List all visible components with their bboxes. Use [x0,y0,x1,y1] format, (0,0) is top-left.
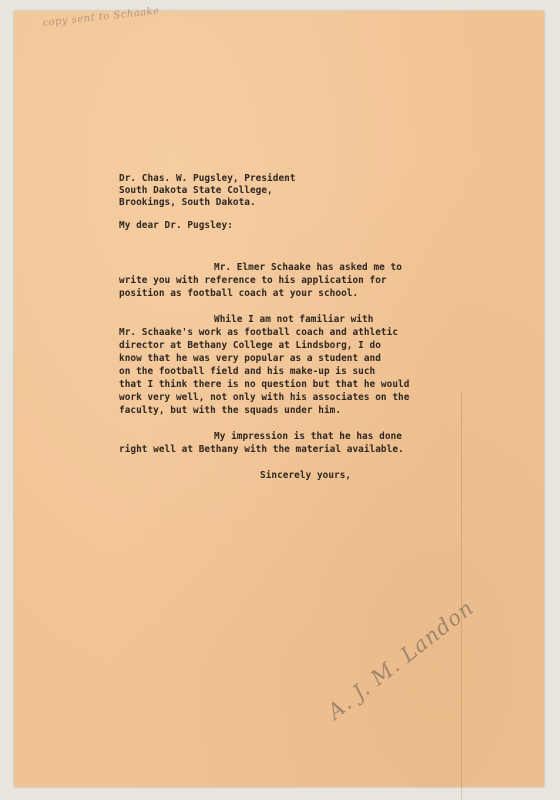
paragraph3-line-2: right well at Bethany with the material available. [119,444,404,455]
paragraph2-line-2: Mr. Schaake's work as football coach and athletic [119,327,399,338]
handwritten-note: copy sent to Schaake [42,5,161,29]
closing: Sincerely yours, [260,470,352,481]
paragraph2-line-1: While I am not familiar with [214,314,374,325]
paragraph2-line-5: on the football field and his make-up is such [119,366,376,377]
address-line-3: Brookings, South Dakota. [119,197,256,208]
address-line-2: South Dakota State College, [119,185,273,196]
paragraph2-line-4: know that he was very popular as a student and [119,353,381,364]
paragraph1-line-2: write you with reference to his application for [119,275,387,286]
paragraph2-line-3: director at Bethany College at Lindsborg, I do [119,340,381,351]
paragraph2-line-8: faculty, but with the squads under him. [119,405,342,416]
paragraph3-line-1: My impression is that he has done [214,431,402,442]
fold-crease [461,391,462,799]
signature: A. J. M. Landon [323,595,479,724]
paragraph2-line-7: work very well, not only with his associates on the [119,392,410,403]
address-line-1: Dr. Chas. W. Pugsley, President [119,173,296,184]
salutation: My dear Dr. Pugsley: [119,220,233,231]
paragraph2-line-6: that I think there is no question but that he would [119,379,410,390]
paragraph1-line-1: Mr. Elmer Schaake has asked me to [214,262,402,273]
paragraph1-line-3: position as football coach at your school. [119,288,359,299]
